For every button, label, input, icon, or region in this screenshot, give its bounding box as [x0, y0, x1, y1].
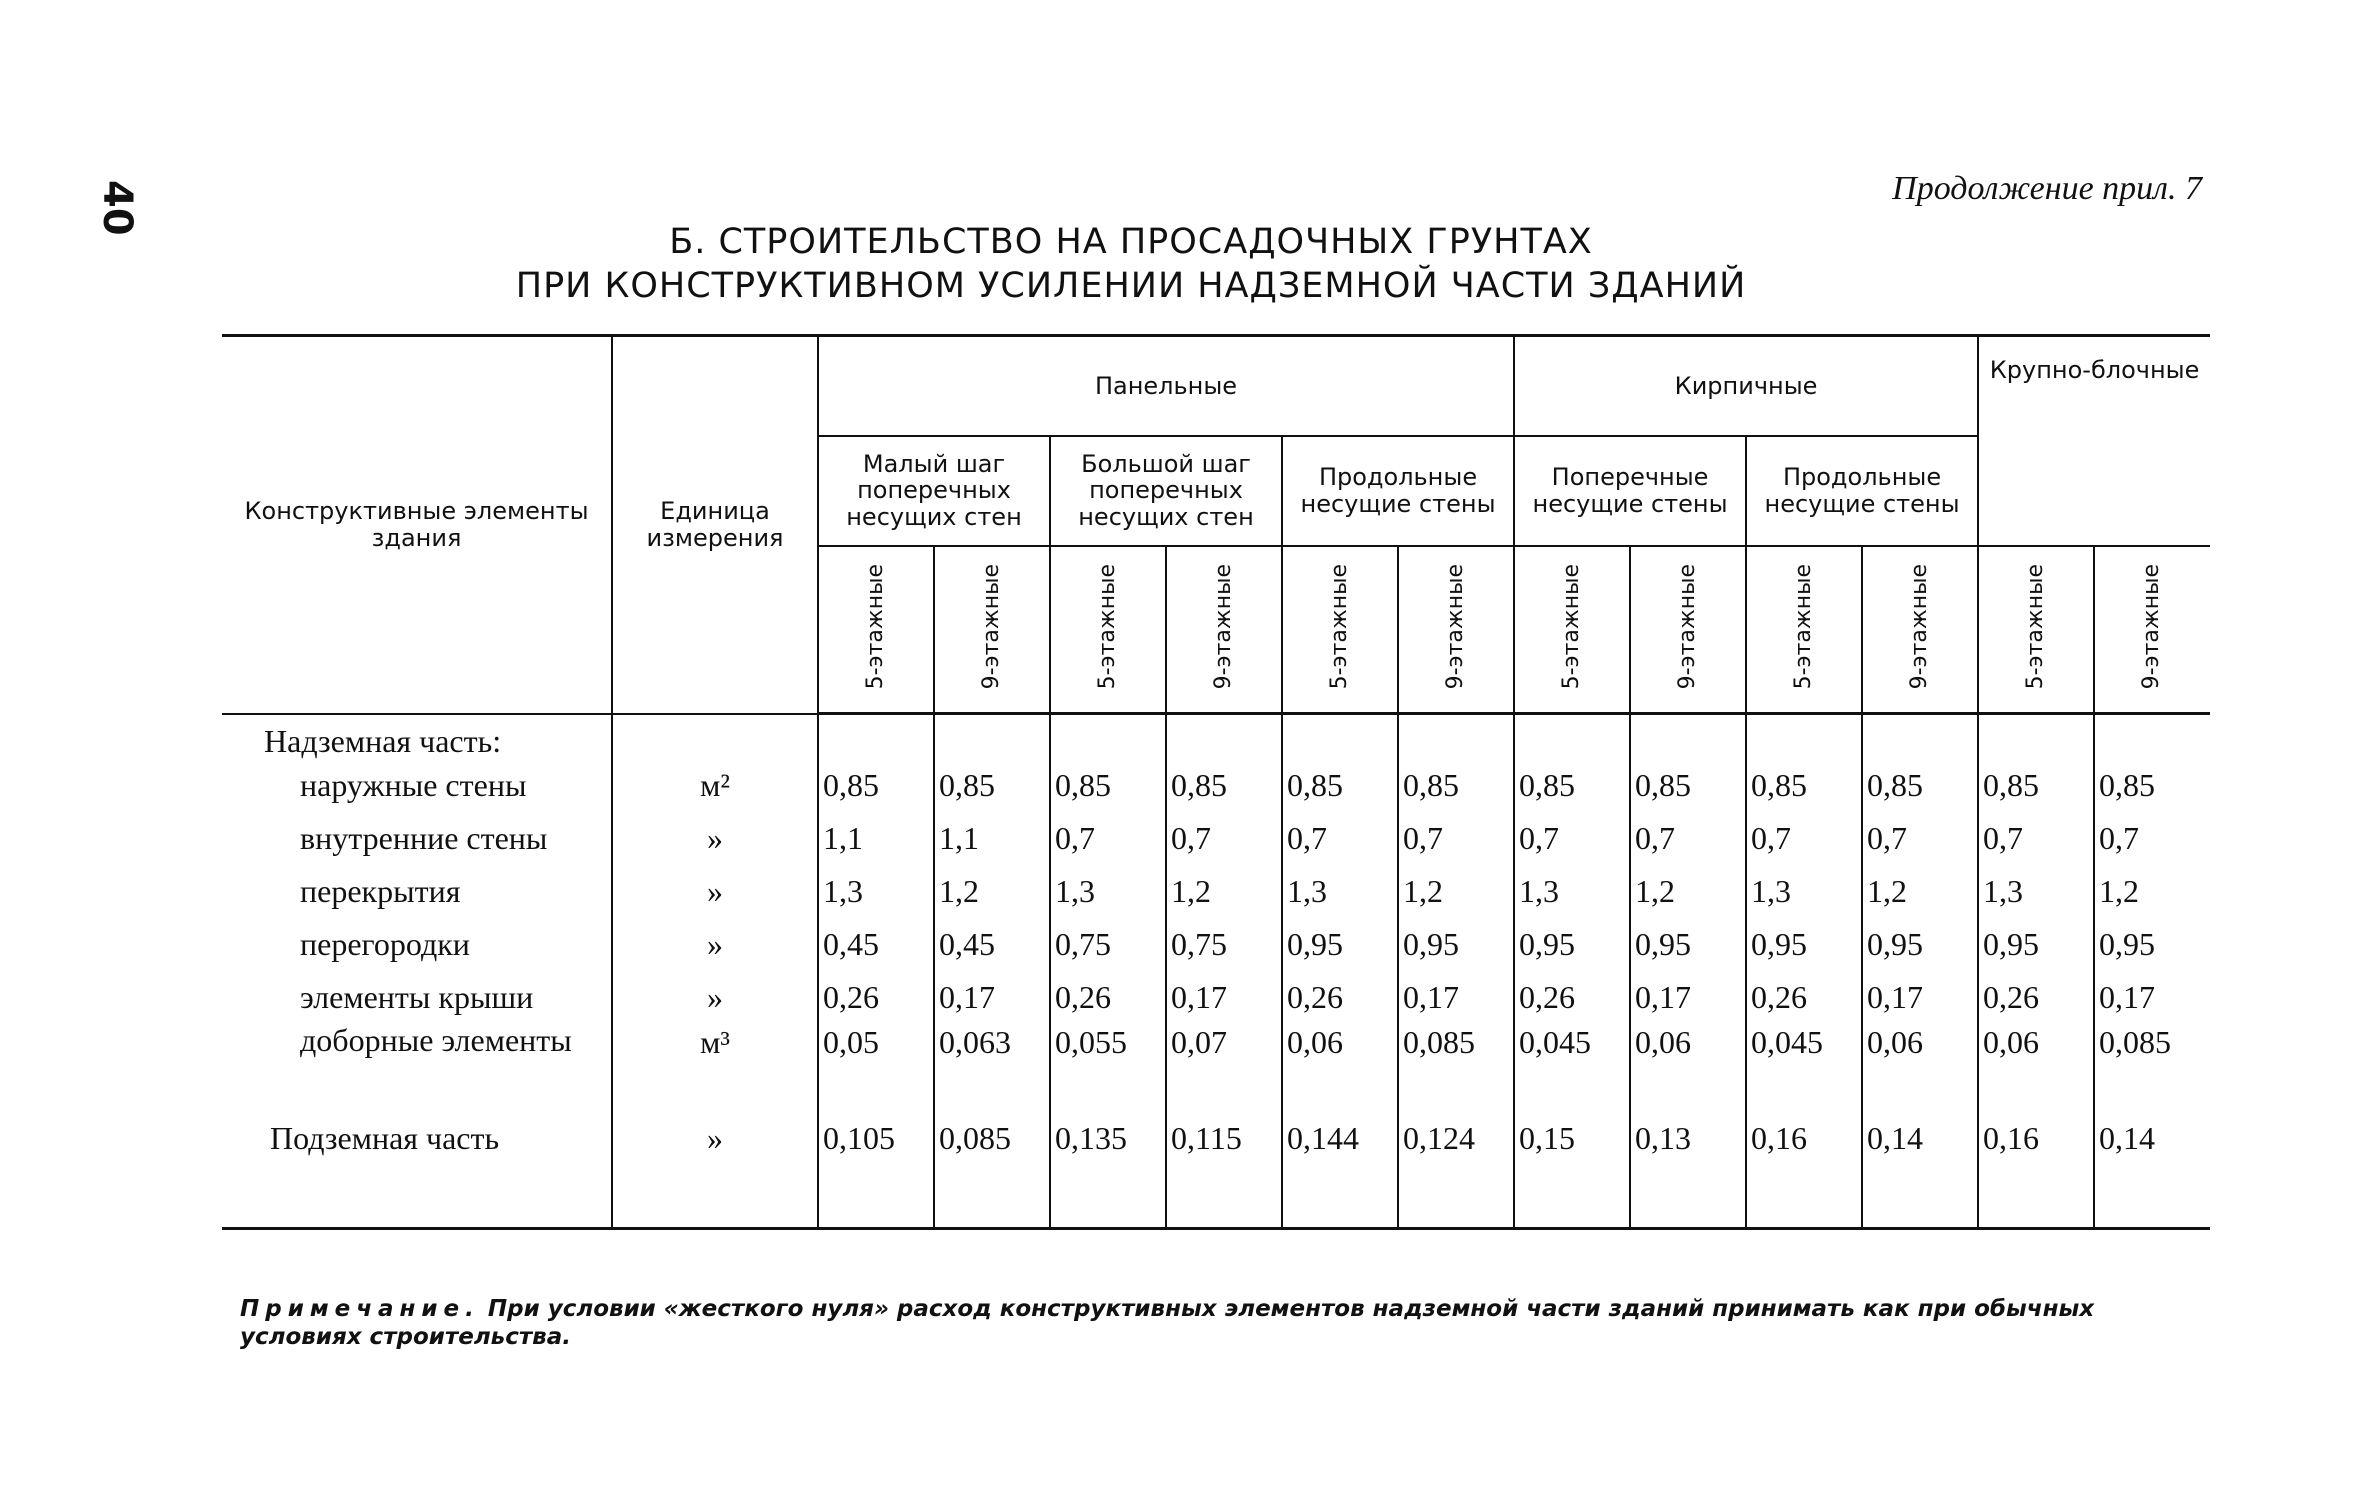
value-cell: 0,85	[1978, 759, 2094, 812]
value-cell: 0,16	[1746, 1112, 1862, 1165]
header-floors-5: 5-этажные	[1514, 546, 1630, 714]
row-label: Подземная часть	[222, 1112, 612, 1165]
value-cell: 0,17	[934, 971, 1050, 1024]
value-cell: 0,06	[1282, 1024, 1398, 1112]
value-cell: 0,7	[1050, 812, 1166, 865]
value-cell: 0,115	[1166, 1112, 1282, 1165]
header-floors-9: 9-этажные	[1862, 546, 1978, 714]
consumption-table	[222, 334, 2210, 1230]
table-title-line-1: Б. СТРОИТЕЛЬСТВО НА ПРОСАДОЧНЫХ ГРУНТАХ	[669, 222, 1593, 262]
value-cell: 0,7	[1166, 812, 1282, 865]
value-cell: 1,3	[1978, 865, 2094, 918]
value-cell: 0,16	[1978, 1112, 2094, 1165]
continuation-caption: Продолжение прил. 7	[1892, 170, 2202, 207]
value-cell: 1,3	[1746, 865, 1862, 918]
value-cell: 0,7	[1398, 812, 1514, 865]
value-cell: 0,105	[818, 1112, 934, 1165]
value-cell: 0,06	[1630, 1024, 1746, 1112]
table-row	[222, 759, 2210, 812]
value-cell: 0,07	[1166, 1024, 1282, 1112]
header-small-step: Малый шаг поперечных несущих стен	[818, 436, 1050, 546]
value-cell: 0,06	[1862, 1024, 1978, 1112]
value-cell: 1,3	[818, 865, 934, 918]
value-cell: 0,17	[1630, 971, 1746, 1024]
value-cell: 0,7	[1630, 812, 1746, 865]
value-cell: 0,85	[1630, 759, 1746, 812]
value-cell: 0,135	[1050, 1112, 1166, 1165]
value-cell: 1,1	[934, 812, 1050, 865]
footnote-text: При условии «жесткого нуля» расход конструктивных элементов надземной части зданий принимать как при обычных условиях строительства.	[240, 1296, 2095, 1350]
value-cell: 0,063	[934, 1024, 1050, 1112]
value-cell: 0,045	[1514, 1024, 1630, 1112]
header-floors-9: 9-этажные	[1630, 546, 1746, 714]
header-panel-longitudinal: Продольные несущие стены	[1282, 436, 1514, 546]
value-cell: 0,95	[1978, 918, 2094, 971]
value-cell: 0,85	[934, 759, 1050, 812]
value-cell: 0,06	[1978, 1024, 2094, 1112]
value-cell: 0,17	[1862, 971, 1978, 1024]
value-cell: 0,7	[1978, 812, 2094, 865]
section-label: Надземная часть:	[222, 714, 612, 760]
header-floors-5: 5-этажные	[818, 546, 934, 714]
header-elements: Конструктивные элементы здания	[222, 336, 612, 714]
value-cell: 0,14	[1862, 1112, 1978, 1165]
value-cell: 0,055	[1050, 1024, 1166, 1112]
header-floors-9: 9-этажные	[1398, 546, 1514, 714]
table-spacer	[222, 1165, 2210, 1229]
row-unit: »	[612, 1112, 818, 1165]
value-cell: 1,2	[1398, 865, 1514, 918]
header-floors-5: 5-этажные	[1746, 546, 1862, 714]
value-cell: 0,7	[1862, 812, 1978, 865]
value-cell: 0,45	[818, 918, 934, 971]
value-cell: 0,85	[1166, 759, 1282, 812]
table-row	[222, 865, 2210, 918]
header-unit: Единица измерения	[612, 336, 818, 714]
table-row	[222, 812, 2210, 865]
value-cell: 0,7	[2094, 812, 2210, 865]
value-cell: 0,95	[2094, 918, 2210, 971]
value-cell: 0,7	[1282, 812, 1398, 865]
value-cell: 0,75	[1050, 918, 1166, 971]
value-cell: 0,95	[1746, 918, 1862, 971]
row-unit: м³	[612, 1024, 818, 1112]
value-cell: 0,17	[1166, 971, 1282, 1024]
value-cell: 1,2	[1166, 865, 1282, 918]
value-cell: 0,15	[1514, 1112, 1630, 1165]
table-title-line-2: ПРИ КОНСТРУКТИВНОМ УСИЛЕНИИ НАДЗЕМНОЙ ЧАСТИ ЗДАНИЙ	[515, 266, 1747, 306]
value-cell: 0,95	[1282, 918, 1398, 971]
value-cell: 1,3	[1282, 865, 1398, 918]
value-cell: 0,85	[1514, 759, 1630, 812]
value-cell: 1,1	[818, 812, 934, 865]
value-cell: 0,26	[1050, 971, 1166, 1024]
header-floors-9: 9-этажные	[934, 546, 1050, 714]
row-unit: »	[612, 918, 818, 971]
header-group-panel: Панельные	[818, 336, 1514, 436]
value-cell: 0,26	[1978, 971, 2094, 1024]
value-cell: 0,05	[818, 1024, 934, 1112]
row-unit: »	[612, 971, 818, 1024]
value-cell: 0,95	[1862, 918, 1978, 971]
header-group-brick: Кирпичные	[1514, 336, 1978, 436]
value-cell: 0,13	[1630, 1112, 1746, 1165]
value-cell: 0,45	[934, 918, 1050, 971]
header-floors-5: 5-этажные	[1282, 546, 1398, 714]
section-row	[222, 714, 2210, 760]
page-number: 40	[94, 180, 140, 236]
value-cell: 0,85	[2094, 759, 2210, 812]
header-brick-longitudinal: Продольные несущие стены	[1746, 436, 1978, 546]
footnote	[240, 1296, 2200, 1351]
value-cell: 1,2	[2094, 865, 2210, 918]
header-large-step: Большой шаг поперечных несущих стен	[1050, 436, 1282, 546]
row-unit: м²	[612, 759, 818, 812]
value-cell: 0,26	[1746, 971, 1862, 1024]
header-group-block: Крупно-блочные	[1978, 336, 2210, 546]
value-cell: 0,95	[1514, 918, 1630, 971]
value-cell: 0,85	[1050, 759, 1166, 812]
footnote-label: Примечание.	[240, 1296, 480, 1322]
value-cell: 0,85	[1746, 759, 1862, 812]
value-cell: 0,124	[1398, 1112, 1514, 1165]
row-unit: »	[612, 865, 818, 918]
value-cell: 0,085	[1398, 1024, 1514, 1112]
value-cell: 0,7	[1514, 812, 1630, 865]
value-cell: 0,95	[1398, 918, 1514, 971]
value-cell: 0,85	[818, 759, 934, 812]
header-floors-9: 9-этажные	[1166, 546, 1282, 714]
row-unit: »	[612, 812, 818, 865]
value-cell: 0,144	[1282, 1112, 1398, 1165]
value-cell: 0,26	[1282, 971, 1398, 1024]
value-cell: 0,085	[934, 1112, 1050, 1165]
row-label: внутренние стены	[222, 812, 612, 865]
row-label: перекрытия	[222, 865, 612, 918]
value-cell: 1,3	[1514, 865, 1630, 918]
header-floors-9: 9-этажные	[2094, 546, 2210, 714]
table-row	[222, 1024, 2210, 1112]
value-cell: 0,14	[2094, 1112, 2210, 1165]
value-cell: 1,2	[934, 865, 1050, 918]
value-cell: 0,045	[1746, 1024, 1862, 1112]
row-label: элементы крыши	[222, 971, 612, 1024]
table-row	[222, 918, 2210, 971]
value-cell: 0,17	[1398, 971, 1514, 1024]
table-row	[222, 1112, 2210, 1165]
value-cell: 0,26	[818, 971, 934, 1024]
row-label: доборные элементы	[222, 1024, 612, 1112]
value-cell: 0,95	[1630, 918, 1746, 971]
value-cell: 1,2	[1862, 865, 1978, 918]
value-cell: 0,085	[2094, 1024, 2210, 1112]
row-label: наружные стены	[222, 759, 612, 812]
header-floors-5: 5-этажные	[1978, 546, 2094, 714]
header-brick-transverse: Поперечные несущие стены	[1514, 436, 1746, 546]
value-cell: 1,3	[1050, 865, 1166, 918]
value-cell: 0,85	[1282, 759, 1398, 812]
value-cell: 0,75	[1166, 918, 1282, 971]
value-cell: 0,17	[2094, 971, 2210, 1024]
value-cell: 0,85	[1398, 759, 1514, 812]
value-cell: 1,2	[1630, 865, 1746, 918]
value-cell: 0,7	[1746, 812, 1862, 865]
value-cell: 0,26	[1514, 971, 1630, 1024]
header-floors-5: 5-этажные	[1050, 546, 1166, 714]
table-row	[222, 971, 2210, 1024]
value-cell: 0,85	[1862, 759, 1978, 812]
row-label: перегородки	[222, 918, 612, 971]
